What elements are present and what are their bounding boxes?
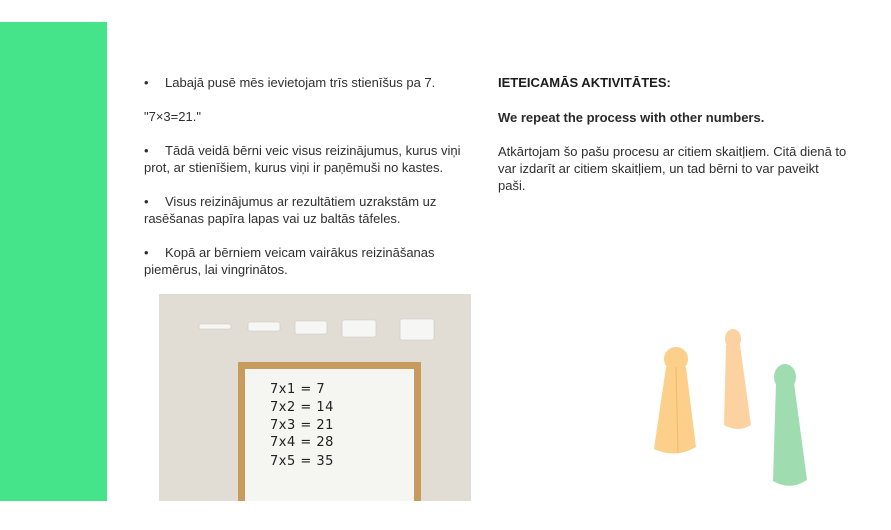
instruction-4-text: Kopā ar bērniem veicam vairākus reizināšanas piemērus, lai vingrinātos. bbox=[144, 245, 435, 277]
board-line-1: 7x1 = 7 bbox=[270, 382, 326, 397]
photo-illustration bbox=[159, 294, 471, 501]
bead-bars-photo bbox=[159, 294, 471, 501]
board-line-3: 7x3 = 21 bbox=[270, 418, 334, 433]
instruction-1 bbox=[144, 74, 489, 91]
accent-band bbox=[0, 22, 107, 501]
activities-column bbox=[498, 74, 848, 194]
instruction-3-text: Visus reizinājumus ar rezultātiem uzrakstām uz rasēšanas papīra lapas vai uz baltās tāfeles. bbox=[144, 194, 437, 226]
instructions-column bbox=[144, 74, 489, 295]
board-line-5: 7x5 = 35 bbox=[270, 454, 334, 469]
instruction-2 bbox=[144, 142, 489, 176]
instruction-1-text: Labajā pusē mēs ievietojam trīs stienīšus pa 7. bbox=[165, 75, 436, 90]
activities-subheading: We repeat the process with other numbers. bbox=[498, 110, 765, 125]
pawn-figures bbox=[640, 325, 820, 495]
green-pawn bbox=[773, 364, 807, 486]
board-line-4: 7x4 = 28 bbox=[270, 435, 334, 450]
board-line-2: 7x2 = 14 bbox=[270, 400, 334, 415]
activities-heading: IETEICAMĀS AKTIVITĀTES: bbox=[498, 75, 671, 90]
instruction-4 bbox=[144, 244, 489, 278]
instruction-3 bbox=[144, 193, 489, 227]
instruction-2-text: Tādā veidā bērni veic visus reizinājumus, kurus viņi prot, ar stienīšiem, kurus viņi ir paņēmuši no kastes. bbox=[144, 143, 461, 175]
orange-pawn bbox=[654, 347, 696, 454]
equation-text: "7×3=21." bbox=[144, 109, 201, 124]
peach-pawn bbox=[724, 329, 751, 429]
activities-paragraph: Atkārtojam šo pašu procesu ar citiem skaitļiem. Citā dienā to var izdarīt ar citiem skaitļiem, un tad bērni to var paveikt paši. bbox=[498, 144, 847, 193]
